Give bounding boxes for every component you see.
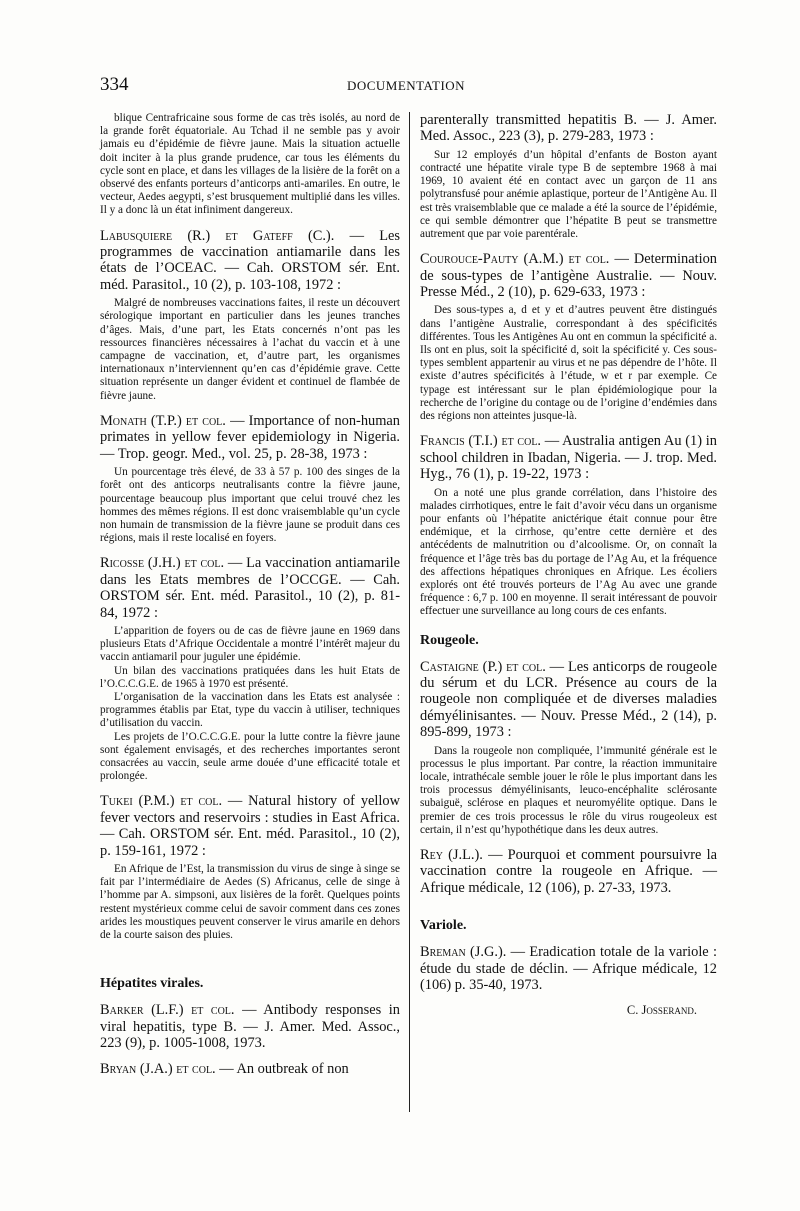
bibliography-entry	[420, 847, 717, 896]
entry-citation	[100, 793, 400, 859]
entry-summary	[420, 745, 717, 837]
summary-paragraph: Dans la rougeole non compliquée, l’immunité générale est le processus le plus important. Par contre, la réaction immunitaire locale, intrathécale semble jouer le rôle le plus important dans les trois processus démyélinisants, leuco-encéphalite sclérosante subaiguë, sclérose en plaques et neuromyélite optique. Dans le premier de ces trois processus le rôle du virus rougeoleux est certain, il n’est qu’hypothétique dans les deux autres.	[420, 744, 717, 836]
section-rougeole	[420, 633, 717, 649]
bibliography-entry	[100, 1002, 400, 1051]
section-title: Variole.	[420, 918, 467, 934]
summary-paragraph: Des sous-types a, d et y et d’autres peuvent être distingués dans l’antigène Australie, correspondant à des spécificités différentes. Tous les Antigènes Au ont en commun la spécificité a. Ils ont en plus, soit la spécificité d, soit la spécificité y. Ces sous-types semblent appartenir au virus et ne pas dépendre de l’hôte. Il existe d’autres spécificités à l’étude, w et r par exemple. Ce typage est intéressant sur le plan épidémiologique pour la recherche de l’origine du contage ou de l’origine d’endémies dans des régions non atteintes jusque-là.	[420, 304, 717, 423]
entry-authors: Rey (J.L.).	[420, 846, 483, 863]
right-column	[420, 112, 717, 1018]
entry-summary	[420, 487, 717, 619]
entry-citation	[420, 659, 717, 741]
entry-citation	[420, 251, 717, 300]
bibliography-entry	[420, 659, 717, 837]
entry-authors: Castaigne (P.) et col.	[420, 658, 546, 675]
section-variole	[420, 918, 717, 934]
entry-reference: — An outbreak of non	[215, 1061, 349, 1078]
entry-authors: Breman (J.G.).	[420, 944, 507, 961]
entry-summary	[420, 304, 717, 423]
entry-authors: Francis (T.I.) et col.	[420, 433, 542, 450]
section-hepatites	[100, 976, 400, 992]
column-divider	[409, 112, 410, 1112]
bibliography-entry	[100, 1061, 400, 1077]
summary-text: Sur 12 employés d’un hôpital d’enfants de Boston ayant contracté une hépatite virale type B de septembre 1968 à mai 1969, 10 avaient été en contact avec un garçon de 11 ans polytransfusé pour anémie aplastique, porteur de l’Antigène Au. Il est très vraisemblable que ce malade a été la source de l’épidémie, ce qui semble démontrer que l’hépatite B peut se transmettre autrement que par voie parentérale.	[420, 148, 718, 241]
right-entries	[420, 251, 717, 618]
entry-authors: Monath (T.P.) et col.	[100, 412, 226, 429]
bibliography-entry	[420, 944, 717, 993]
entry-reference: — Natural history of yellow fever vectors and reservoirs : studies in East Africa. — Cah. ORSTOM sér. Ent. méd. Parasitol., 10 (2), p. 159-161, 1972 :	[100, 793, 400, 859]
page-header	[100, 74, 712, 96]
entry-citation	[100, 1061, 400, 1077]
entry-authors: Barker (L.F.) et col.	[100, 1002, 235, 1019]
section-title: Rougeole.	[420, 632, 479, 648]
citation-text: parenterally transmitted hepatitis B. — J. Amer. Med. Assoc., 223 (3), p. 279-283, 1973 :	[420, 112, 717, 145]
left-column	[100, 112, 400, 1082]
signature	[420, 1003, 717, 1018]
summary-paragraph: Un bilan des vaccinations pratiquées dans les huit Etats de l’O.C.C.G.E. de 1965 à 1970 est présenté.	[100, 664, 400, 690]
signature-text: C. Josserand.	[626, 1003, 697, 1018]
summary-paragraph: Les projets de l’O.C.C.G.E. pour la lutte contre la fièvre jaune sont également envisagés, et des recherches importantes seront consacrées au vaccin, seule arme douée d’une efficacité totale et prolongée.	[100, 730, 400, 783]
left-entries-hepatites	[100, 1002, 400, 1078]
summary-paragraph: L’apparition de foyers ou de cas de fièvre jaune en 1969 dans plusieurs Etats d’Afrique Occidentale a montré l’intérêt majeur du vaccin antiamaril pour juguler une épidémie.	[100, 624, 400, 664]
bibliography-entry	[100, 793, 400, 942]
right-entries-rougeole	[420, 659, 717, 897]
entry-authors: Courouce-Pauty (A.M.) et col.	[420, 251, 610, 268]
entry-summary	[100, 863, 400, 942]
entry-summary	[100, 466, 400, 545]
bibliography-entry	[100, 555, 400, 783]
summary-paragraph: On a noté une plus grande corrélation, dans l’histoire des malades cirrhotiques, entre le fait d’avoir vécu dans un organisme pour enfants où l’hépatite anictérique était connue pour être endémique, et la cirrhose, qu’entre cette dernière et des antécédents de malnutrition ou d’alcoolisme. Or, on connaît la fréquence et l’âge très bas du portage de l’Ag Au, et la fréquence des affections hépatiques chroniques en Afrique. Les écoliers explorés ont été trouvés porteurs de l’Ag Au avec une grande fréquence : 6,7 p. 100 en moyenne. Il serait intéressant de pouvoir effectuer une surveillance au long cours de ces enfants.	[420, 486, 717, 618]
entry-authors: Bryan (J.A.) et col.	[100, 1061, 216, 1078]
entry-summary	[100, 625, 400, 783]
intro-text: blique Centrafricaine sous forme de cas très isolés, au nord de la grande forêt équatoriale. Au Tchad il ne semble pas y avoir jamais eu d’épidémie de fièvre jaune. Mais la situation actuelle doit inciter à la plus grande prudence, car tous les éléments du cycle sont en place, et dans les villages de la lisière de la forêt on a observé des enfants porteurs d’anticorps anti-amariles. En outre, le vecteur, Aedes aegypti, s’est brusquement multiplié dans les villes. Il y a donc là un état infiniment dangereux.	[100, 112, 400, 217]
bibliography-entry	[100, 228, 400, 403]
right-entries-variole	[420, 944, 717, 993]
continued-citation	[420, 112, 717, 145]
page-number: 334	[100, 74, 129, 95]
bibliography-entry	[420, 433, 717, 618]
entry-reference: — Les programmes de vaccination antiamarile dans les états de l’OCEAC. — Cah. ORSTOM sér. Ent. méd. Parasitol., 10 (2), p. 103-108, 1972 :	[100, 227, 400, 293]
section-title: Hépatites virales.	[100, 976, 204, 992]
entry-reference: — Antibody responses in viral hepatitis, type B. — J. Amer. Med. Assoc., 223 (9), p. 1005-1008, 1973.	[100, 1002, 400, 1052]
entry-reference: — La vaccination antiamarile dans les Etats membres de l’OCCGE. — Cah. ORSTOM sér. Ent. méd. Parasitol., 10 (2), p. 81-84, 1972 :	[100, 555, 400, 621]
running-head: DOCUMENTATION	[346, 78, 466, 93]
entry-citation	[420, 847, 717, 896]
entry-reference: — Importance of non-human primates in yellow fever epidemiology in Nigeria. — Trop. geogr. Med., vol. 25, p. 28-38, 1973 :	[100, 412, 401, 462]
entry-authors: Labusquiere (R.) et Gateff (C.).	[100, 227, 335, 244]
entry-citation	[420, 944, 717, 993]
bibliography-entry	[100, 413, 400, 545]
summary-paragraph: En Afrique de l’Est, la transmission du virus de singe à singe se fait par l’intermédiaire de Aedes (S) Africanus, celle de singe à l’homme par A. simpsoni, aux lisières de la forêt. Quelques points restent mystérieux comme celui de savoir comment dans ces zones arides les moustiques peuvent conserver le virus amarile en dehors de la courte saison des pluies.	[100, 863, 400, 942]
entry-citation	[100, 1002, 400, 1051]
entry-citation	[100, 413, 400, 462]
entry-reference: — Determination de sous-types de l’antigène Australie. — Nouv. Presse Méd., 2 (10), p. 629-633, 1973 :	[420, 251, 717, 301]
entry-citation	[420, 433, 717, 482]
entry-citation	[100, 228, 400, 294]
entry-reference: — Australia antigen Au (1) in school children in Ibadan, Nigeria. — J. trop. Med. Hyg., 76 (1), p. 19-22, 1973 :	[420, 433, 717, 483]
entry-reference: — Pourquoi et comment poursuivre la vaccination contre la rougeole en Afrique. — Afrique médicale, 12 (106), p. 27-33, 1973.	[420, 846, 718, 896]
entry-citation	[100, 555, 400, 621]
summary-paragraph: Malgré de nombreuses vaccinations faites, il reste un découvert sérologique important en particulier dans les jeunes tranches d’âges. Mais, d’une part, les Etats concernés n’ont pas les ressources financières nécessaires à l’achat du vaccin et à une campagne de vaccination, et, d’autre part, les organismes internationaux n’interviennent qu’en cas d’épidémie grave. Cette situation représente un danger évident et continuel de flambée de fièvre jaune.	[100, 297, 400, 402]
summary-paragraph: Un pourcentage très élevé, de 33 à 57 p. 100 des singes de la forêt ont des anticorps neutralisants contre la fièvre jaune, pourcentage beaucoup plus important que celui trouvé chez les hommes des mêmes régions. Il est donc vraisemblable qu’un cycle non humain de transmission de la fièvre jaune se produit dans ces régions, mais il reste localisé en foyers.	[100, 466, 400, 545]
left-entries	[100, 228, 400, 943]
entry-reference: — Eradication totale de la variole : étude du stade de déclin. — Afrique médicale, 12 (106) p. 35-40, 1973.	[420, 944, 717, 994]
continued-summary	[420, 149, 717, 241]
entry-authors: Ricosse (J.H.) et col.	[100, 555, 225, 572]
entry-summary	[100, 297, 400, 403]
entry-reference: — Les anticorps de rougeole du sérum et du LCR. Présence au cours de la rougeole non compliquée et de diverses maladies démyélinisantes. — Nouv. Presse Méd., 2 (14), p. 895-899, 1973 :	[420, 658, 717, 741]
bibliography-entry	[420, 251, 717, 423]
entry-authors: Tukei (P.M.) et col.	[100, 793, 223, 810]
intro-paragraph	[100, 112, 400, 218]
summary-paragraph: L’organisation de la vaccination dans les Etats est analysée : programmes établis par Etat, type du vaccin à utiliser, techniques d’utilisation du vaccin.	[100, 690, 400, 730]
